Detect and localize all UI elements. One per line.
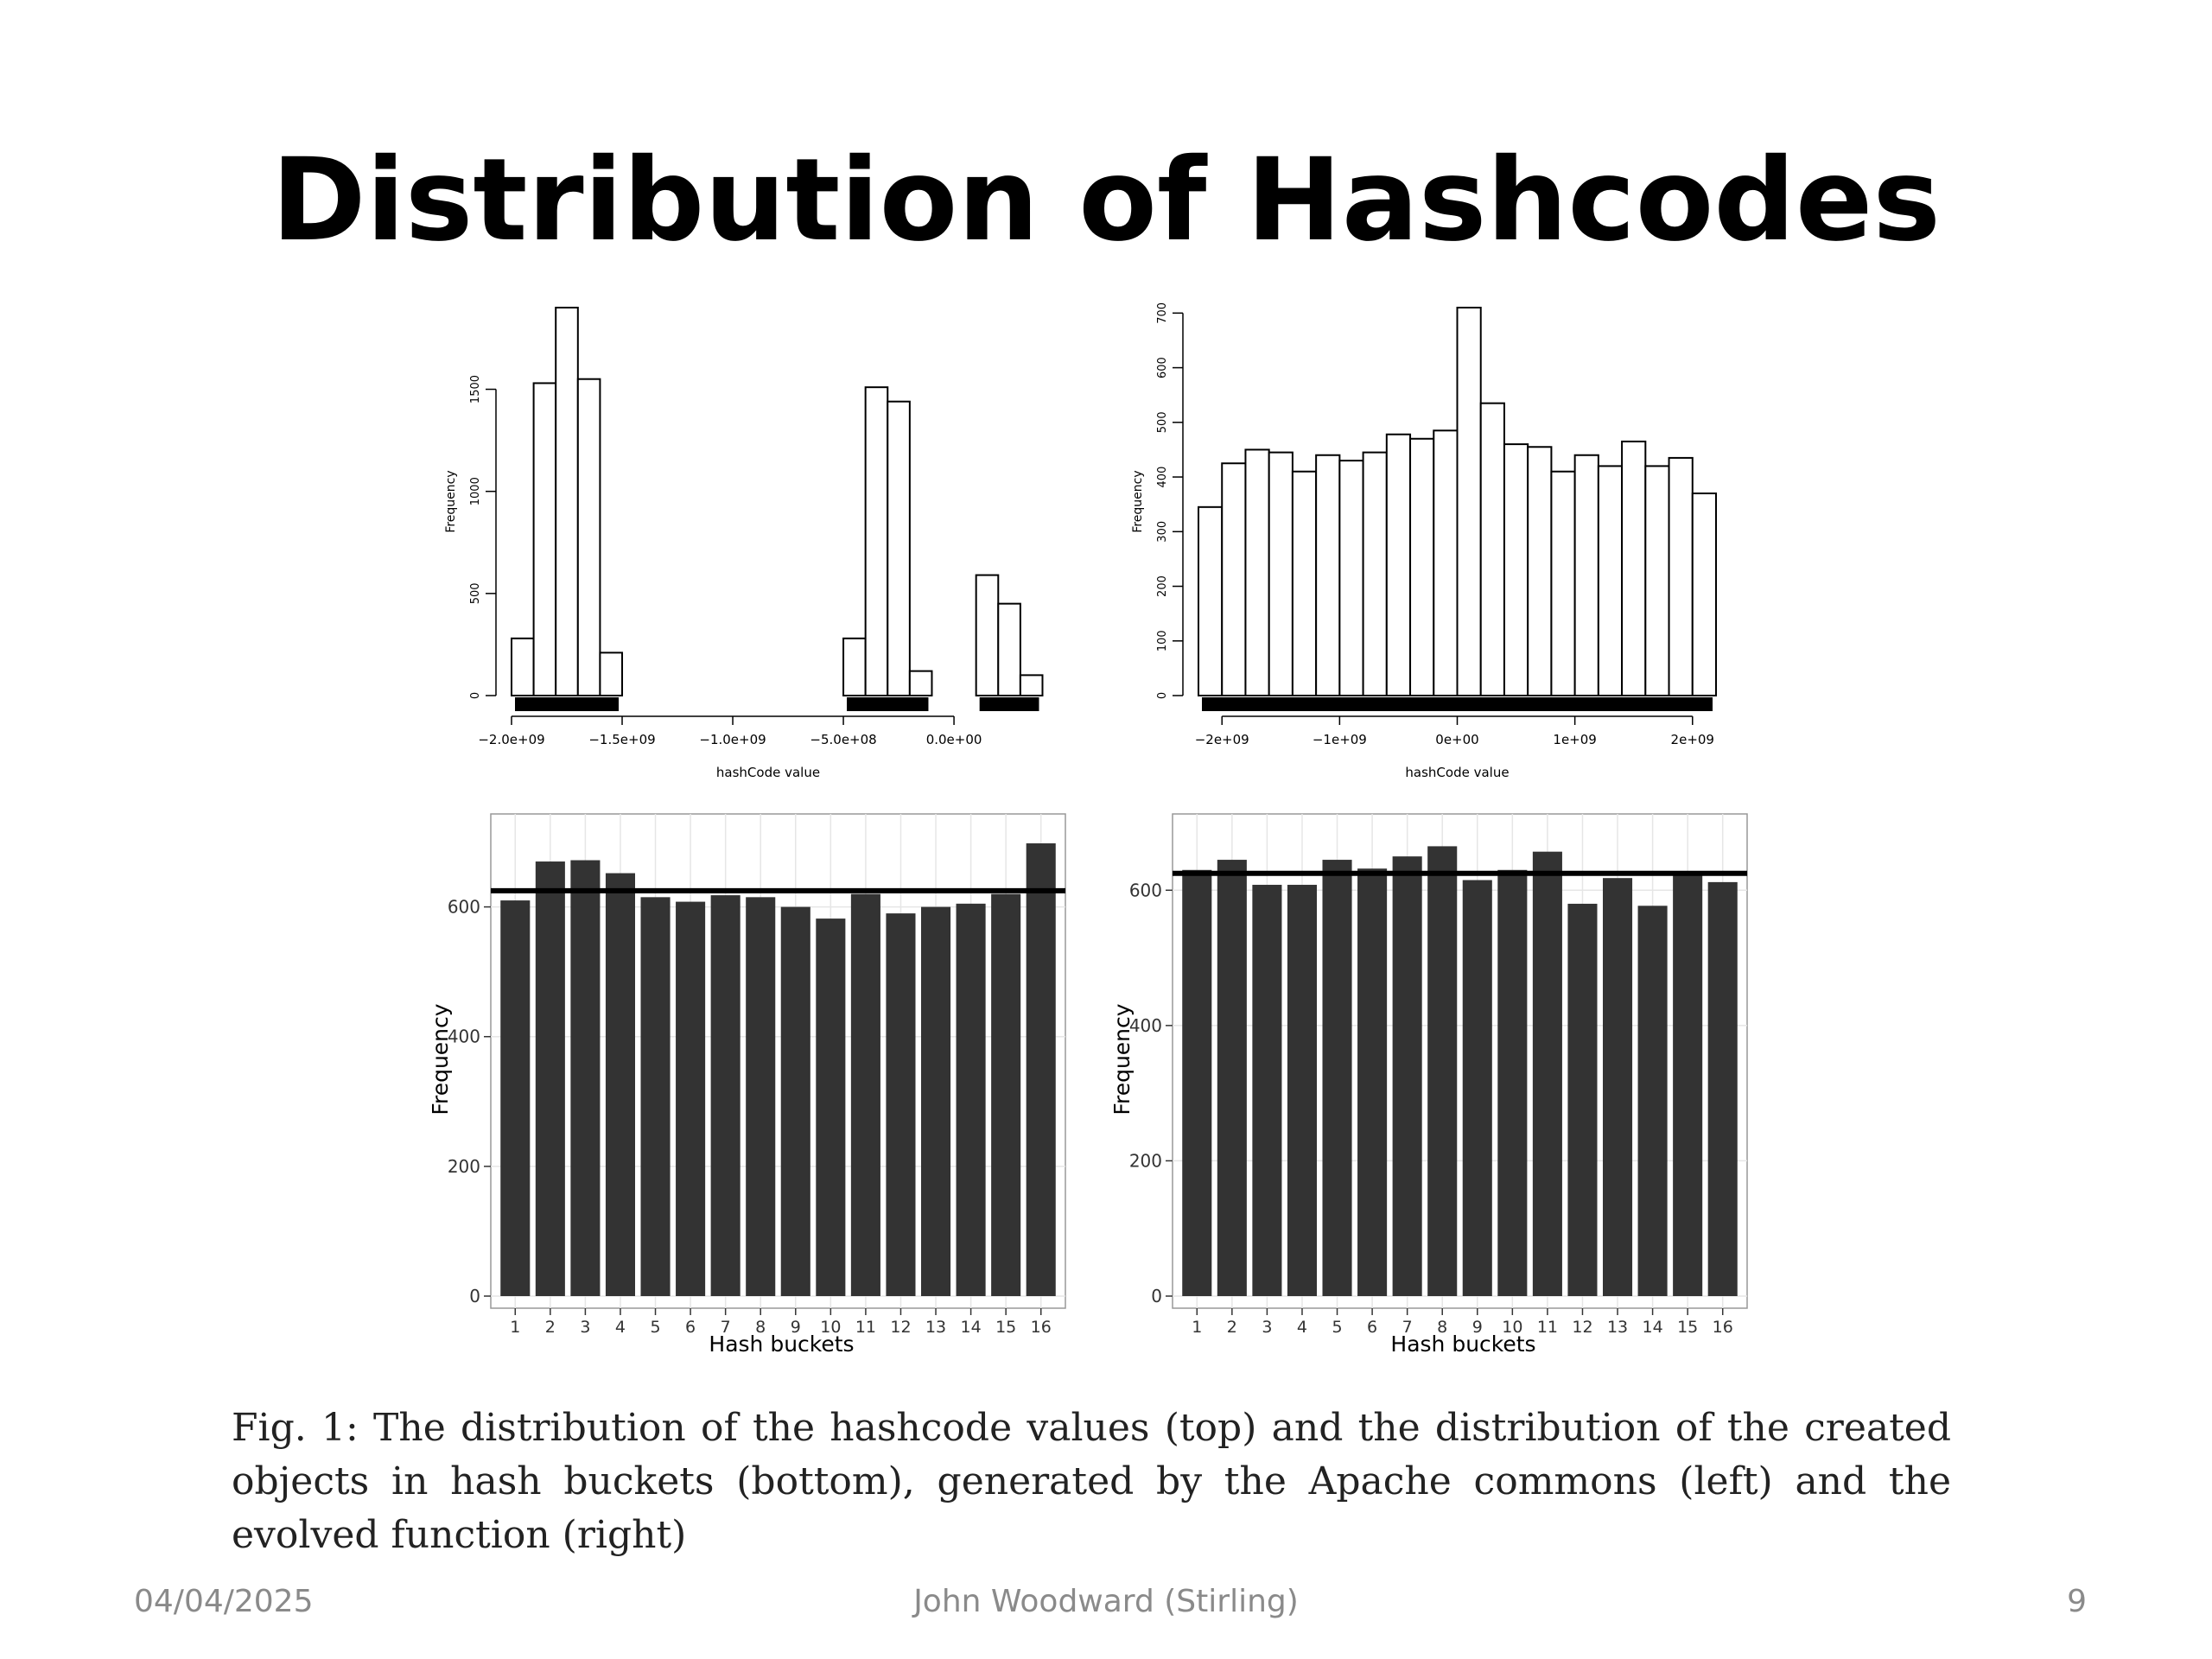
histogram-bar: [843, 639, 866, 696]
y-tick-label: 600: [1156, 357, 1169, 378]
bucket-bar: [570, 861, 600, 1296]
histogram-bar: [1693, 493, 1716, 696]
x-tick-label: −1e+09: [1312, 732, 1367, 747]
bucket-bar: [500, 900, 530, 1296]
histogram-bar: [1339, 461, 1363, 696]
histogram-bar: [1269, 453, 1293, 696]
x-tick-label: −1.5e+09: [588, 732, 656, 747]
x-tick-label: 3: [580, 1318, 591, 1337]
x-axis-label: hashCode value: [1405, 765, 1510, 780]
x-tick-label: 7: [720, 1318, 731, 1337]
x-tick-label: 1: [1192, 1318, 1203, 1337]
bucket-bar: [781, 907, 810, 1296]
bucket-bar: [1322, 860, 1351, 1296]
bucket-bar: [1463, 880, 1492, 1296]
bucket-bar: [1252, 885, 1281, 1296]
x-tick-label: 0e+00: [1435, 732, 1479, 747]
histogram-bar: [910, 671, 932, 696]
x-axis-label: Hash buckets: [709, 1332, 855, 1357]
bucket-bar: [1357, 868, 1387, 1296]
x-tick-label: 4: [1296, 1318, 1308, 1337]
x-tick-label: −2.0e+09: [478, 732, 545, 747]
histogram-bar: [512, 639, 534, 696]
y-tick-label: 200: [447, 1155, 480, 1177]
y-tick-label: 1000: [469, 477, 482, 506]
bucket-bar: [536, 861, 565, 1296]
x-tick-label: 13: [925, 1318, 947, 1337]
histogram-bar: [1551, 472, 1574, 696]
x-tick-label: 0.0e+00: [925, 732, 982, 747]
x-tick-label: 14: [1642, 1318, 1663, 1337]
y-axis-label: Frequency: [444, 470, 458, 533]
histogram-bar: [1020, 675, 1043, 696]
bucket-bar: [1427, 846, 1457, 1296]
x-tick-label: 9: [1471, 1318, 1483, 1337]
x-tick-label: 10: [820, 1318, 842, 1337]
footer-date: 04/04/2025: [134, 1584, 314, 1619]
x-tick-label: 2: [544, 1318, 556, 1337]
histogram-bar: [1387, 435, 1410, 696]
rug-marks: [847, 697, 928, 711]
y-tick-label: 400: [447, 1026, 480, 1047]
figure-caption: [232, 1402, 1951, 1562]
histogram-bar: [1198, 507, 1222, 696]
histogram-bar: [1528, 447, 1551, 696]
histogram-bar: [534, 383, 556, 696]
bucket-bar: [1603, 878, 1632, 1296]
bucket-bar: [1567, 904, 1597, 1296]
footer-page-number: 9: [2067, 1584, 2087, 1619]
caption-line-3: evolved function (right): [232, 1513, 687, 1557]
x-axis-label: Hash buckets: [1390, 1332, 1536, 1357]
y-tick-label: 100: [1156, 630, 1169, 652]
histogram-bar: [976, 575, 999, 696]
bucket-bar: [1638, 906, 1668, 1296]
y-tick-label: 1500: [469, 374, 482, 404]
y-axis-label: Frequency: [1131, 470, 1145, 533]
histogram-bar: [1575, 455, 1599, 696]
x-tick-label: 14: [960, 1318, 982, 1337]
histogram-bar: [1222, 463, 1245, 696]
bucket-bar: [816, 918, 845, 1296]
buckets-evolved: [1102, 804, 1776, 1374]
footer-author: John Woodward (Stirling): [913, 1584, 1299, 1619]
caption-line-1: Fig. 1: The distribution of the hashcode values (top) and the distribution of the created: [232, 1406, 1951, 1450]
histogram-bar: [1669, 458, 1693, 696]
rug-marks: [1202, 697, 1713, 711]
rug-marks: [515, 697, 619, 711]
histogram-bar: [1316, 455, 1339, 696]
x-tick-label: 7: [1402, 1318, 1413, 1337]
x-tick-label: 1: [510, 1318, 521, 1337]
bucket-bar: [851, 894, 880, 1296]
y-tick-label: 400: [1128, 1014, 1162, 1036]
y-tick-label: 0: [1151, 1286, 1162, 1306]
y-tick-label: 300: [1156, 520, 1169, 543]
x-tick-label: 16: [1030, 1318, 1052, 1337]
histogram-bar: [600, 652, 622, 696]
histogram-bar: [1410, 439, 1433, 696]
x-tick-label: 15: [995, 1318, 1017, 1337]
x-tick-label: 13: [1606, 1318, 1629, 1337]
x-tick-label: 11: [855, 1318, 876, 1337]
histogram-bar: [1458, 308, 1481, 696]
x-tick-label: 6: [685, 1318, 696, 1337]
x-tick-label: 8: [755, 1318, 766, 1337]
x-tick-label: −5.0e+08: [810, 732, 877, 747]
bucket-bar: [991, 894, 1020, 1296]
x-tick-label: 4: [614, 1318, 626, 1337]
y-tick-label: 400: [1156, 466, 1169, 488]
bucket-bar: [1027, 843, 1056, 1296]
x-tick-label: 8: [1437, 1318, 1448, 1337]
x-tick-label: 9: [790, 1318, 801, 1337]
x-tick-label: 6: [1367, 1318, 1378, 1337]
bucket-bar: [957, 904, 986, 1296]
histogram-bar: [887, 402, 910, 696]
histogram-bar: [1433, 430, 1457, 696]
histogram-bar: [1481, 404, 1504, 696]
bucket-bar: [1287, 885, 1317, 1296]
bucket-bar: [1533, 852, 1562, 1296]
histogram-bar: [1645, 466, 1669, 696]
y-tick-label: 0: [1156, 691, 1169, 700]
histogram-evolved-hashcodes: [1089, 294, 1763, 786]
bucket-bar: [1497, 870, 1527, 1296]
histogram-bar: [1599, 466, 1622, 696]
histogram-bar: [1293, 472, 1316, 696]
histogram-bar: [556, 308, 578, 696]
x-tick-label: −2e+09: [1194, 732, 1249, 747]
x-tick-label: 3: [1262, 1318, 1273, 1337]
bucket-bar: [921, 907, 950, 1296]
x-tick-label: 12: [890, 1318, 912, 1337]
y-axis-label: Frequency: [1109, 1003, 1135, 1116]
bucket-bar: [640, 897, 670, 1296]
x-tick-label: 11: [1536, 1318, 1558, 1337]
x-tick-label: 16: [1712, 1318, 1733, 1337]
y-tick-label: 200: [1128, 1150, 1162, 1172]
y-tick-label: 200: [1156, 575, 1169, 597]
buckets-apache: [415, 804, 1089, 1374]
bucket-bar: [746, 897, 775, 1296]
x-tick-label: 15: [1677, 1318, 1699, 1337]
histogram-bar: [1504, 444, 1528, 696]
histogram-apache-hashcodes: [397, 294, 1071, 786]
x-tick-label: 10: [1502, 1318, 1523, 1337]
histogram-bar: [1622, 442, 1645, 696]
x-tick-label: 2: [1226, 1318, 1237, 1337]
bucket-bar: [676, 902, 705, 1296]
y-tick-label: 700: [1156, 302, 1169, 324]
y-axis-label: Frequency: [428, 1003, 453, 1116]
histogram-bar: [578, 379, 601, 696]
x-tick-label: 5: [650, 1318, 661, 1337]
bucket-bar: [606, 874, 635, 1296]
bucket-bar: [1708, 882, 1738, 1296]
bucket-bar: [1673, 874, 1702, 1296]
y-tick-label: 600: [447, 896, 480, 918]
bucket-bar: [886, 913, 915, 1296]
y-tick-label: 600: [1128, 880, 1162, 901]
x-axis-label: hashCode value: [715, 765, 821, 780]
y-tick-label: 0: [469, 1286, 480, 1306]
x-tick-label: 1e+09: [1553, 732, 1597, 747]
x-tick-label: 12: [1572, 1318, 1593, 1337]
y-tick-label: 500: [1156, 411, 1169, 434]
histogram-bar: [998, 604, 1020, 696]
histogram-bar: [1245, 449, 1268, 696]
caption-line-2: objects in hash buckets (bottom), generated by the Apache commons (left) and the: [232, 1459, 1951, 1503]
y-tick-label: 0: [469, 691, 482, 700]
x-tick-label: 2e+09: [1670, 732, 1714, 747]
bucket-bar: [1182, 870, 1211, 1296]
x-tick-label: −1.0e+09: [699, 732, 766, 747]
histogram-bar: [1363, 453, 1387, 696]
histogram-bar: [866, 387, 888, 696]
x-tick-label: 5: [1332, 1318, 1343, 1337]
slide-title: Distribution of Hashcodes: [271, 134, 1941, 267]
bucket-bar: [1217, 860, 1247, 1296]
bucket-bar: [1393, 856, 1422, 1296]
rug-marks: [980, 697, 1039, 711]
bucket-bar: [711, 895, 741, 1296]
y-tick-label: 500: [469, 582, 482, 605]
